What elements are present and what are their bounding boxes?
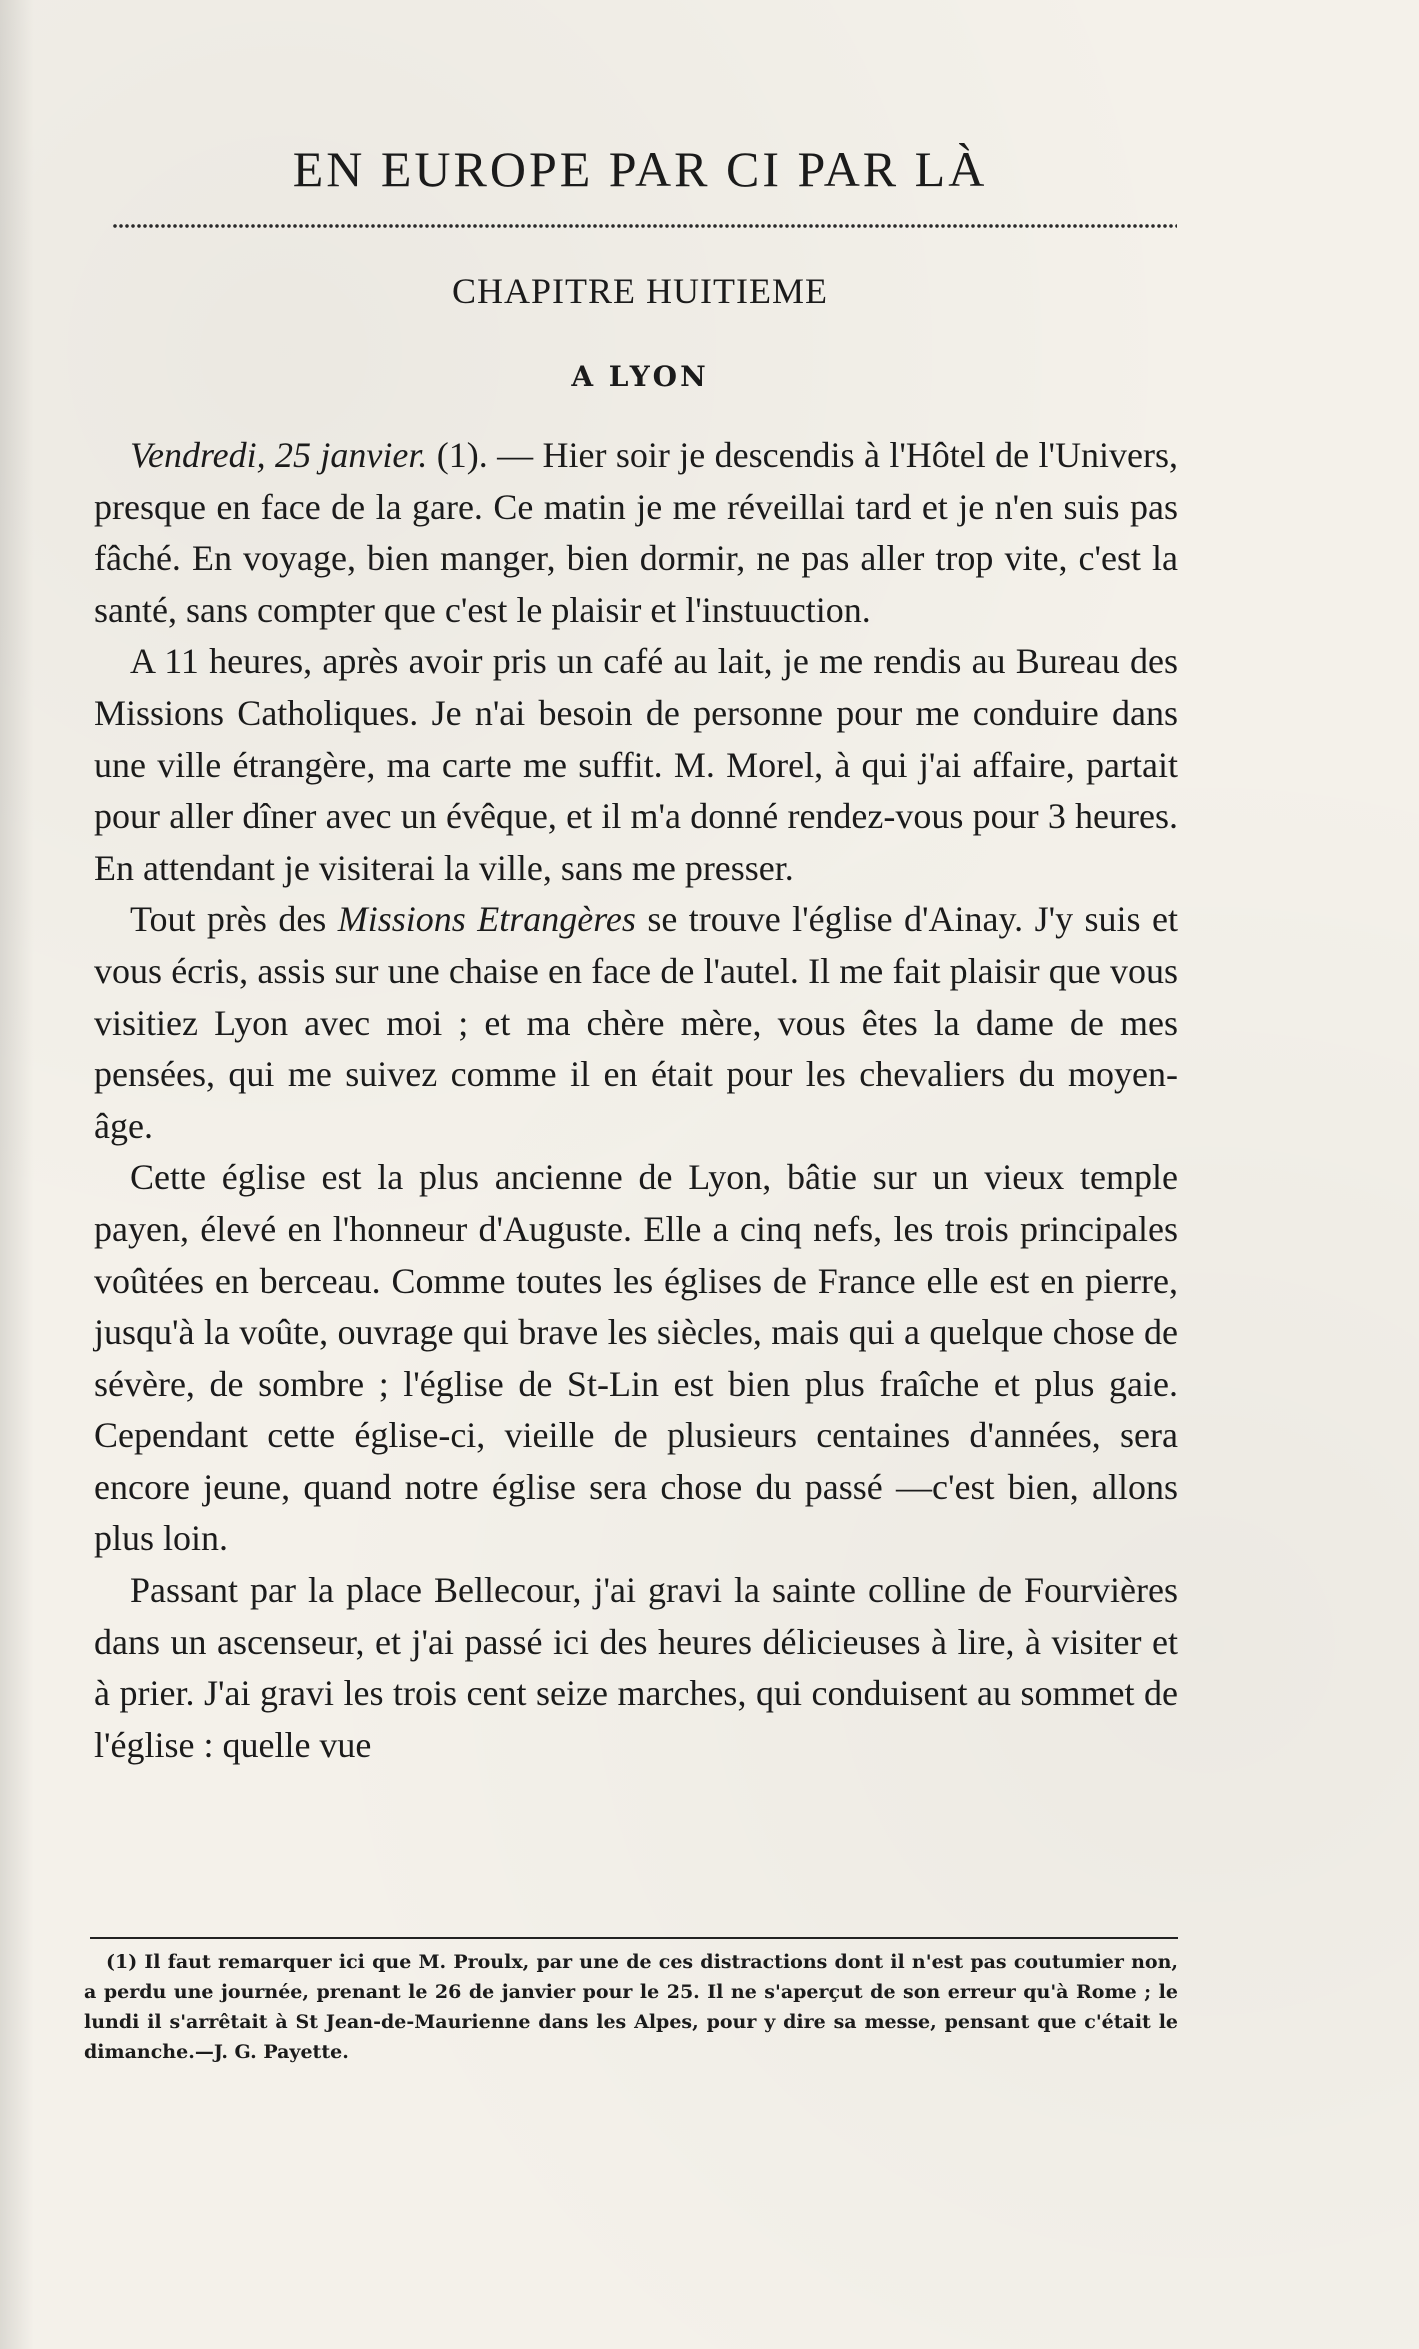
chapter-place: A LYON bbox=[571, 360, 709, 393]
paragraph-3-end: se trouve l'église d'Ainay. J'y suis et vous écris, assis sur une chaise en face de l'autel. Il me fait plaisir que vous visitiez Lyon avec moi ; et ma chère mère, vous êtes la dame de mes pensées, qui me suivez comme il en était pour les chevaliers du moyen-âge. bbox=[94, 899, 1178, 1146]
entry-date: Vendredi, 25 janvier. bbox=[130, 435, 428, 475]
paragraph-2: A 11 heures, après avoir pris un café au lait, je me rendis au Bureau des Missions Catholiques. Je n'ai besoin de personne pour me conduire dans une ville étrangère, ma carte me suffit. M. Morel, à qui j'ai affaire, partait pour aller dîner avec un évêque, et il m'a donné rendez-vous pour 3 heures. En attendant je visiterai la ville, sans me presser. bbox=[94, 641, 1178, 888]
page-gutter-shadow bbox=[0, 0, 34, 2349]
footnote-text: (1) Il faut remarquer ici que M. Proulx, par une de ces distractions dont il n'est pas coutumier non, a perdu une journée, prenant le 26 de janvier pour le 25. Il ne s'aperçut de son erreur qu'à Rome ; le lundi il s'arrêtait à St Jean-de-Maurienne dans les Alpes, pour y dire sa messe, pensant que c'était le dimanche.—J. G. Payette. bbox=[84, 1951, 1178, 2063]
paragraph-3 bbox=[94, 894, 1178, 1152]
dotted-divider bbox=[112, 222, 1177, 230]
paragraph-4: Cette église est la plus ancienne de Lyon, bâtie sur un vieux temple payen, élevé en l'honneur d'Auguste. Elle a cinq nefs, les trois principales voûtées en berceau. Comme toutes les églises de France elle est en pierre, jusqu'à la voûte, ouvrage qui brave les siècles, mais qui a quelque chose de sévère, de sombre ; l'église de St-Lin est bien plus fraîche et plus gaie. Cependant cette église-ci, vieille de plusieurs centaines d'années, sera encore jeune, quand notre église sera chose du passé —c'est bien, allons plus loin. bbox=[94, 1157, 1178, 1559]
footnote bbox=[84, 1947, 1178, 2067]
paragraph-1 bbox=[94, 430, 1178, 636]
footnote-rule bbox=[90, 1937, 1178, 1939]
paragraph-3-start: Tout près des bbox=[130, 899, 338, 940]
body-text bbox=[94, 430, 1178, 1771]
chapter-title: CHAPITRE HUITIEME bbox=[452, 271, 828, 311]
paragraph-5: Passant par la place Bellecour, j'ai gravi la sainte colline de Fourvières dans un ascenseur, et j'ai passé ici des heures délicieuses à lire, à visiter et à prier. J'ai gravi les trois cent seize marches, qui conduisent au sommet de l'église : quelle vue bbox=[94, 1570, 1178, 1765]
paragraph-3-italic: Missions Etrangères bbox=[337, 899, 636, 940]
running-title: EN EUROPE PAR CI PAR LÀ bbox=[292, 141, 988, 197]
paragraph-1-text: (1). — Hier soir je descendis à l'Hôtel de l'Univers, presque en face de la gare. Ce matin je me réveillai tard et je n'en suis pas fâché. En voyage, bien manger, bien dormir, ne pas aller trop vite, c'est la santé, sans compter que c'est le plaisir et l'instuuction. bbox=[94, 435, 1178, 630]
